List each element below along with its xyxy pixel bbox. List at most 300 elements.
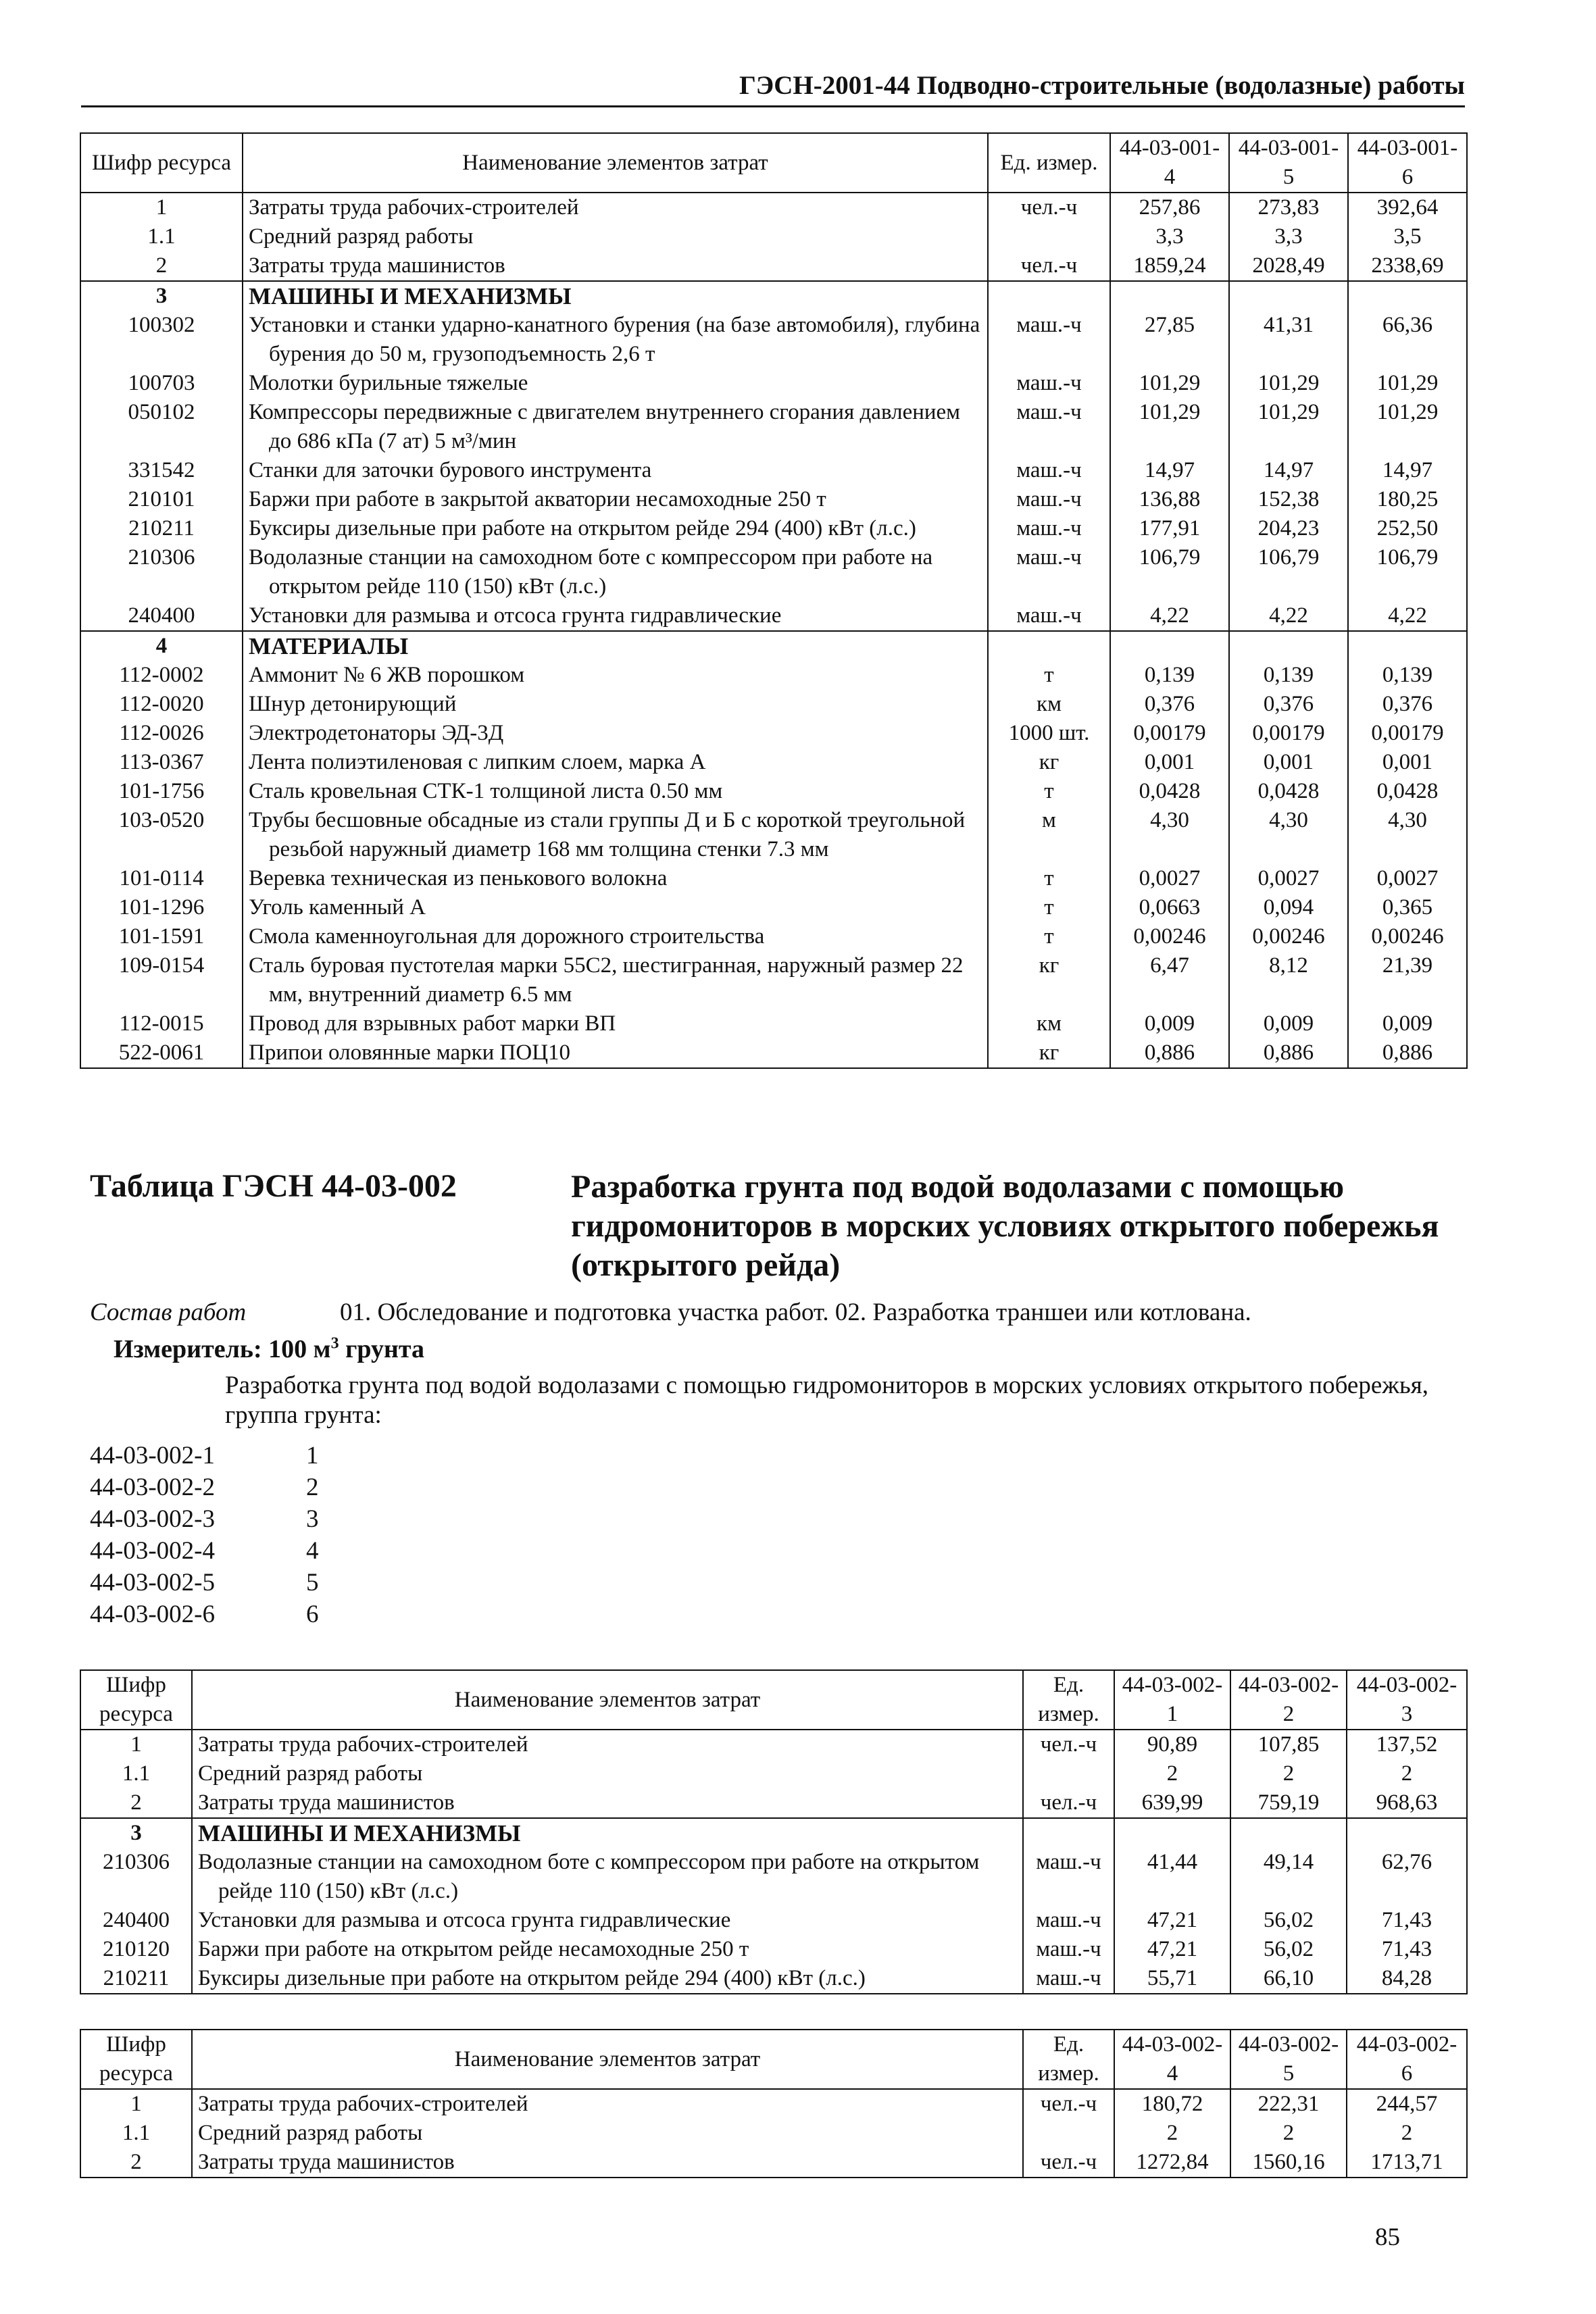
cost-element-name bbox=[243, 719, 988, 748]
header-code: Шифр ресурса bbox=[80, 133, 243, 193]
cost-element-name bbox=[243, 631, 988, 661]
header-norm-code: 44-03-001-6 bbox=[1348, 133, 1467, 193]
norm-value: 2 bbox=[1230, 2119, 1347, 2148]
cost-element-text: Станки для заточки бурового инструмента bbox=[249, 458, 652, 482]
resource-code: 101-0114 bbox=[80, 864, 243, 893]
norm-value bbox=[1348, 281, 1467, 311]
norm-value bbox=[1110, 631, 1229, 661]
norm-value: 0,376 bbox=[1110, 690, 1229, 719]
table-title: Разработка грунта под водой водолазами с помощью гидромониторов в морских условиях открытого побережья (открытого рейда) bbox=[571, 1169, 1439, 1283]
table-row bbox=[80, 1038, 1467, 1068]
cost-element-name bbox=[243, 543, 988, 601]
resource-code: 103-0520 bbox=[80, 806, 243, 864]
cost-element-text: Установки и станки ударно-канатного бурения (на базе автомобиля), глубина бурения до 50 м, грузоподъемность 2,6 т bbox=[249, 313, 980, 366]
work-composition-text: 01. Обследование и подготовка участка работ. 02. Разработка траншеи или котлована. bbox=[340, 1299, 1251, 1326]
table-row bbox=[80, 1848, 1467, 1906]
norm-value: 1272,84 bbox=[1114, 2148, 1230, 2178]
norm-value: 21,39 bbox=[1348, 951, 1467, 1009]
cost-element-text: Затраты труда рабочих-строителей bbox=[249, 195, 579, 220]
norm-value: 222,31 bbox=[1230, 2089, 1347, 2119]
resource-code: 1 bbox=[80, 193, 243, 222]
norm-value: 0,009 bbox=[1348, 1009, 1467, 1038]
cost-element-name bbox=[243, 777, 988, 806]
norm-value: 759,19 bbox=[1230, 1788, 1347, 1818]
cost-element-name bbox=[192, 1848, 1023, 1906]
norm-code: 44-03-002-6 bbox=[90, 1601, 215, 1628]
norm-code-item bbox=[90, 1472, 319, 1503]
cost-element-text: Водолазные станции на самоходном боте с компрессором при работе на открытом рейде 110 (150) кВт (л.с.) bbox=[249, 545, 933, 599]
header-code: Шифр ресурса bbox=[80, 1670, 192, 1730]
unit: км bbox=[988, 1009, 1110, 1038]
resource-code: 4 bbox=[80, 631, 243, 661]
resource-code: 112-0026 bbox=[80, 719, 243, 748]
resource-code: 331542 bbox=[80, 456, 243, 485]
table-row bbox=[80, 1759, 1467, 1788]
norm-value: 0,00246 bbox=[1348, 922, 1467, 951]
table-row bbox=[80, 864, 1467, 893]
norm-value: 0,009 bbox=[1229, 1009, 1348, 1038]
norm-value: 106,79 bbox=[1229, 543, 1348, 601]
cost-element-text: Средний разряд работы bbox=[198, 2121, 423, 2145]
norm-code-item bbox=[90, 1535, 319, 1567]
norm-value: 3,5 bbox=[1348, 222, 1467, 251]
table-row bbox=[80, 485, 1467, 514]
resource-code: 1 bbox=[80, 2089, 192, 2119]
cost-element-name bbox=[192, 2148, 1023, 2178]
cost-element-text: Установки для размыва и отсоса грунта гидравлические bbox=[198, 1908, 731, 1932]
header-norm-code: 44-03-002-6 bbox=[1347, 2030, 1467, 2089]
cost-element-name bbox=[243, 398, 988, 456]
table-header-row bbox=[80, 1670, 1467, 1730]
meter-sup: 3 bbox=[330, 1334, 339, 1353]
header-unit: Ед. измер. bbox=[1023, 2030, 1114, 2089]
norm-value: 4,30 bbox=[1348, 806, 1467, 864]
table-row bbox=[80, 893, 1467, 922]
resource-code: 113-0367 bbox=[80, 748, 243, 777]
resource-code: 2 bbox=[80, 2148, 192, 2178]
norm-code-item bbox=[90, 1599, 319, 1630]
unit: чел.-ч bbox=[988, 193, 1110, 222]
norm-value: 66,36 bbox=[1348, 311, 1467, 369]
norm-code-item bbox=[90, 1567, 319, 1599]
resource-code: 3 bbox=[80, 1818, 192, 1848]
unit: чел.-ч bbox=[988, 251, 1110, 281]
unit: кг bbox=[988, 951, 1110, 1009]
norm-code: 44-03-002-3 bbox=[90, 1505, 215, 1533]
unit: маш.-ч bbox=[988, 543, 1110, 601]
soil-group: 4 bbox=[306, 1537, 319, 1565]
norm-value: 0,139 bbox=[1229, 661, 1348, 690]
norm-value bbox=[1114, 1818, 1230, 1848]
cost-element-text: Аммонит № 6 ЖВ порошком bbox=[249, 663, 525, 687]
header-norm-code: 44-03-002-2 bbox=[1230, 1670, 1347, 1730]
cost-element-name bbox=[192, 1935, 1023, 1964]
table-row bbox=[80, 806, 1467, 864]
table-row bbox=[80, 690, 1467, 719]
cost-element-name bbox=[243, 893, 988, 922]
cost-element-text: Затраты труда рабочих-строителей bbox=[198, 1732, 528, 1757]
soil-group: 5 bbox=[306, 1569, 319, 1596]
header-norm-code: 44-03-002-1 bbox=[1114, 1670, 1230, 1730]
unit: маш.-ч bbox=[988, 398, 1110, 456]
cost-element-text: Электродетонаторы ЭД-3Д bbox=[249, 721, 504, 745]
cost-element-text: Припои оловянные марки ПОЦ10 bbox=[249, 1040, 571, 1065]
norm-value: 0,009 bbox=[1110, 1009, 1229, 1038]
unit bbox=[988, 281, 1110, 311]
table-row bbox=[80, 514, 1467, 543]
norm-value bbox=[1110, 281, 1229, 311]
resource-table-001 bbox=[80, 132, 1468, 1069]
table-label: Таблица ГЭСН 44-03-002 bbox=[90, 1168, 457, 1204]
norm-value: 71,43 bbox=[1347, 1906, 1467, 1935]
unit: кг bbox=[988, 748, 1110, 777]
norm-value: 66,10 bbox=[1230, 1964, 1347, 1994]
cost-element-text: Веревка техническая из пенькового волокна bbox=[249, 866, 668, 890]
norm-value: 6,47 bbox=[1110, 951, 1229, 1009]
cost-element-name bbox=[192, 1906, 1023, 1935]
norm-value: 47,21 bbox=[1114, 1935, 1230, 1964]
unit bbox=[988, 222, 1110, 251]
table-row bbox=[80, 1788, 1467, 1818]
cost-element-text: Лента полиэтиленовая с липким слоем, марка А bbox=[249, 750, 706, 774]
cost-element-text: Водолазные станции на самоходном боте с компрессором при работе на открытом рейде 110 (150) кВт (л.с.) bbox=[198, 1850, 980, 1903]
norm-value: 152,38 bbox=[1229, 485, 1348, 514]
table-row bbox=[80, 398, 1467, 456]
table-row bbox=[80, 543, 1467, 601]
cost-element-name bbox=[192, 1788, 1023, 1818]
section-row bbox=[80, 1818, 1467, 1848]
cost-element-text: Баржи при работе в закрытой акватории несамоходные 250 т bbox=[249, 487, 826, 511]
unit: маш.-ч bbox=[1023, 1935, 1114, 1964]
header-norm-code: 44-03-001-4 bbox=[1110, 133, 1229, 193]
norm-value: 101,29 bbox=[1348, 398, 1467, 456]
norm-value: 106,79 bbox=[1110, 543, 1229, 601]
norm-code: 44-03-002-5 bbox=[90, 1569, 215, 1596]
norm-value: 14,97 bbox=[1348, 456, 1467, 485]
cost-element-text: Буксиры дизельные при работе на открытом рейде 294 (400) кВт (л.с.) bbox=[249, 516, 916, 540]
cost-element-name bbox=[243, 864, 988, 893]
table-row bbox=[80, 922, 1467, 951]
resource-code: 210101 bbox=[80, 485, 243, 514]
table-row bbox=[80, 777, 1467, 806]
unit: чел.-ч bbox=[1023, 1730, 1114, 1759]
resource-code: 210306 bbox=[80, 1848, 192, 1906]
table-row bbox=[80, 2148, 1467, 2178]
norm-value: 101,29 bbox=[1229, 369, 1348, 398]
unit: маш.-ч bbox=[1023, 1848, 1114, 1906]
norm-value: 1713,71 bbox=[1347, 2148, 1467, 2178]
soil-group: 3 bbox=[306, 1505, 319, 1533]
norm-value: 204,23 bbox=[1229, 514, 1348, 543]
norm-value: 0,001 bbox=[1348, 748, 1467, 777]
norm-value: 14,97 bbox=[1110, 456, 1229, 485]
norm-value: 1859,24 bbox=[1110, 251, 1229, 281]
norm-value: 0,094 bbox=[1229, 893, 1348, 922]
resource-code: 101-1296 bbox=[80, 893, 243, 922]
cost-element-name bbox=[243, 806, 988, 864]
resource-code: 100703 bbox=[80, 369, 243, 398]
header-norm-code: 44-03-002-3 bbox=[1347, 1670, 1467, 1730]
unit: т bbox=[988, 661, 1110, 690]
table-row bbox=[80, 1730, 1467, 1759]
soil-group: 2 bbox=[306, 1474, 319, 1501]
unit: т bbox=[988, 922, 1110, 951]
unit: маш.-ч bbox=[1023, 1964, 1114, 1994]
unit bbox=[1023, 1818, 1114, 1848]
unit bbox=[1023, 1759, 1114, 1788]
resource-code: 2 bbox=[80, 251, 243, 281]
norm-value: 0,139 bbox=[1348, 661, 1467, 690]
cost-element-name bbox=[243, 485, 988, 514]
resource-code: 522-0061 bbox=[80, 1038, 243, 1068]
cost-element-text: Средний разряд работы bbox=[249, 224, 474, 249]
norm-value: 257,86 bbox=[1110, 193, 1229, 222]
resource-code: 1.1 bbox=[80, 222, 243, 251]
cost-element-name bbox=[192, 1818, 1023, 1848]
unit: м bbox=[988, 806, 1110, 864]
table-header-row bbox=[80, 133, 1467, 193]
resource-code: 101-1756 bbox=[80, 777, 243, 806]
norm-value: 41,31 bbox=[1229, 311, 1348, 369]
norm-value: 180,72 bbox=[1114, 2089, 1230, 2119]
cost-element-text: Затраты труда рабочих-строителей bbox=[198, 2092, 528, 2116]
norm-value: 0,0428 bbox=[1348, 777, 1467, 806]
unit: чел.-ч bbox=[1023, 1788, 1114, 1818]
norm-code: 44-03-002-1 bbox=[90, 1442, 215, 1469]
header-norm-code: 44-03-002-4 bbox=[1114, 2030, 1230, 2089]
norm-value: 84,28 bbox=[1347, 1964, 1467, 1994]
cost-element-name bbox=[243, 951, 988, 1009]
measurement-unit bbox=[114, 1334, 424, 1364]
norm-value: 62,76 bbox=[1347, 1848, 1467, 1906]
table-row bbox=[80, 601, 1467, 631]
soil-group: 6 bbox=[306, 1601, 319, 1628]
norm-value: 0,0027 bbox=[1110, 864, 1229, 893]
table-row bbox=[80, 1935, 1467, 1964]
norm-value: 71,43 bbox=[1347, 1935, 1467, 1964]
norm-value: 0,0027 bbox=[1348, 864, 1467, 893]
unit: чел.-ч bbox=[1023, 2089, 1114, 2119]
cost-element-text: Буксиры дизельные при работе на открытом рейде 294 (400) кВт (л.с.) bbox=[198, 1966, 866, 1990]
cost-element-name bbox=[243, 1009, 988, 1038]
norm-value: 0,00179 bbox=[1110, 719, 1229, 748]
cost-element-text: Сталь буровая пустотелая марки 55С2, шестигранная, наружный размер 22 мм, внутренний диаметр 6.5 мм bbox=[249, 953, 964, 1007]
resource-code: 2 bbox=[80, 1788, 192, 1818]
cost-element-text: МАТЕРИАЛЫ bbox=[249, 633, 409, 659]
work-description: Разработка грунта под водой водолазами с помощью гидромониторов в морских условиях открытого побережья, группа грунта: bbox=[225, 1372, 1428, 1429]
resource-table-002-b bbox=[80, 2029, 1468, 2178]
cost-element-name bbox=[243, 193, 988, 222]
cost-element-name bbox=[243, 222, 988, 251]
unit: маш.-ч bbox=[988, 514, 1110, 543]
norm-value: 14,97 bbox=[1229, 456, 1348, 485]
norm-value: 1560,16 bbox=[1230, 2148, 1347, 2178]
cost-element-text: Установки для размыва и отсоса грунта гидравлические bbox=[249, 603, 782, 628]
resource-code: 240400 bbox=[80, 1906, 192, 1935]
table-header-row bbox=[80, 2030, 1467, 2089]
unit: маш.-ч bbox=[988, 311, 1110, 369]
norm-value: 968,63 bbox=[1347, 1788, 1467, 1818]
header-name: Наименование элементов затрат bbox=[192, 1670, 1023, 1730]
table-row bbox=[80, 369, 1467, 398]
cost-element-text: Трубы бесшовные обсадные из стали группы Д и Б с короткой треугольной резьбой наружный диаметр 168 мм толщина стенки 7.3 мм bbox=[249, 808, 966, 861]
table-row bbox=[80, 2119, 1467, 2148]
norm-value: 8,12 bbox=[1229, 951, 1348, 1009]
running-header: ГЭСН-2001-44 Подводно-строительные (водолазные) работы bbox=[739, 71, 1465, 100]
cost-element-text: Затраты труда машинистов bbox=[198, 1790, 455, 1815]
norm-code-item bbox=[90, 1440, 319, 1472]
norm-value: 136,88 bbox=[1110, 485, 1229, 514]
norm-value bbox=[1229, 631, 1348, 661]
unit: т bbox=[988, 777, 1110, 806]
header-unit: Ед. измер. bbox=[988, 133, 1110, 193]
norm-value: 0,0027 bbox=[1229, 864, 1348, 893]
cost-element-name bbox=[192, 2089, 1023, 2119]
resource-code: 109-0154 bbox=[80, 951, 243, 1009]
unit: кг bbox=[988, 1038, 1110, 1068]
header-code: Шифр ресурса bbox=[80, 2030, 192, 2089]
norm-value: 101,29 bbox=[1348, 369, 1467, 398]
norm-value: 4,30 bbox=[1229, 806, 1348, 864]
unit: т bbox=[988, 893, 1110, 922]
cost-element-name bbox=[243, 311, 988, 369]
table-row bbox=[80, 951, 1467, 1009]
norm-value: 0,00246 bbox=[1110, 922, 1229, 951]
norm-value: 0,0663 bbox=[1110, 893, 1229, 922]
cost-element-text: Компрессоры передвижные с двигателем внутреннего сгорания давлением до 686 кПа (7 ат) 5 м³/мин bbox=[249, 400, 961, 453]
resource-code: 112-0015 bbox=[80, 1009, 243, 1038]
cost-element-name bbox=[243, 922, 988, 951]
table-row bbox=[80, 251, 1467, 281]
norm-value: 0,00246 bbox=[1229, 922, 1348, 951]
norm-value: 101,29 bbox=[1229, 398, 1348, 456]
norm-value bbox=[1230, 1818, 1347, 1848]
norm-value: 2 bbox=[1114, 1759, 1230, 1788]
header-norm-code: 44-03-002-5 bbox=[1230, 2030, 1347, 2089]
resource-code: 112-0002 bbox=[80, 661, 243, 690]
norm-value: 0,0428 bbox=[1229, 777, 1348, 806]
norm-value: 244,57 bbox=[1347, 2089, 1467, 2119]
norm-code: 44-03-002-2 bbox=[90, 1474, 215, 1501]
norm-value: 4,22 bbox=[1348, 601, 1467, 631]
cost-element-name bbox=[243, 514, 988, 543]
unit: 1000 шт. bbox=[988, 719, 1110, 748]
norm-value: 2028,49 bbox=[1229, 251, 1348, 281]
cost-element-text: Затраты труда машинистов bbox=[198, 2150, 455, 2174]
resource-code: 210306 bbox=[80, 543, 243, 601]
norm-value: 392,64 bbox=[1348, 193, 1467, 222]
norm-value: 2 bbox=[1347, 2119, 1467, 2148]
section-row bbox=[80, 631, 1467, 661]
norm-value: 90,89 bbox=[1114, 1730, 1230, 1759]
cost-element-text: Затраты труда машинистов bbox=[249, 253, 505, 278]
norm-value: 639,99 bbox=[1114, 1788, 1230, 1818]
norm-value: 4,30 bbox=[1110, 806, 1229, 864]
norm-value: 0,001 bbox=[1229, 748, 1348, 777]
resource-code: 101-1591 bbox=[80, 922, 243, 951]
cost-element-name bbox=[243, 661, 988, 690]
meter-label: Измеритель: 100 м bbox=[114, 1335, 331, 1363]
table-row bbox=[80, 193, 1467, 222]
table-row bbox=[80, 748, 1467, 777]
cost-element-text: Сталь кровельная СТК-1 толщиной листа 0.50 мм bbox=[249, 779, 723, 803]
unit: маш.-ч bbox=[988, 456, 1110, 485]
header-name: Наименование элементов затрат bbox=[192, 2030, 1023, 2089]
norm-value: 101,29 bbox=[1110, 398, 1229, 456]
table-row bbox=[80, 1009, 1467, 1038]
cost-element-text: Уголь каменный А bbox=[249, 895, 426, 920]
norm-value: 41,44 bbox=[1114, 1848, 1230, 1906]
work-composition-label: Состав работ bbox=[90, 1299, 247, 1326]
resource-code: 1 bbox=[80, 1730, 192, 1759]
norm-code-list bbox=[90, 1440, 319, 1630]
norm-value: 2338,69 bbox=[1348, 251, 1467, 281]
table-row bbox=[80, 661, 1467, 690]
norm-value: 0,886 bbox=[1229, 1038, 1348, 1068]
unit: чел.-ч bbox=[1023, 2148, 1114, 2178]
unit bbox=[988, 631, 1110, 661]
resource-code: 210211 bbox=[80, 514, 243, 543]
table-row bbox=[80, 719, 1467, 748]
norm-value: 3,3 bbox=[1110, 222, 1229, 251]
cost-element-name bbox=[243, 748, 988, 777]
section-row bbox=[80, 281, 1467, 311]
norm-value bbox=[1347, 1818, 1467, 1848]
cost-element-text: Баржи при работе на открытом рейде несамоходные 250 т bbox=[198, 1937, 749, 1961]
cost-element-name bbox=[243, 281, 988, 311]
cost-element-text: Смола каменноугольная для дорожного строительства bbox=[249, 924, 765, 949]
norm-value: 49,14 bbox=[1230, 1848, 1347, 1906]
meter-suffix: грунта bbox=[339, 1335, 424, 1363]
cost-element-text: Провод для взрывных работ марки ВП bbox=[249, 1011, 616, 1036]
norm-value: 2 bbox=[1347, 1759, 1467, 1788]
unit bbox=[1023, 2119, 1114, 2148]
table-row bbox=[80, 1906, 1467, 1935]
norm-value: 0,886 bbox=[1110, 1038, 1229, 1068]
table-row bbox=[80, 1964, 1467, 1994]
cost-element-text: МАШИНЫ И МЕХАНИЗМЫ bbox=[249, 283, 572, 309]
unit: маш.-ч bbox=[988, 601, 1110, 631]
cost-element-name bbox=[243, 369, 988, 398]
soil-group: 1 bbox=[306, 1442, 319, 1469]
norm-value: 0,886 bbox=[1348, 1038, 1467, 1068]
resource-code: 210211 bbox=[80, 1964, 192, 1994]
norm-value: 0,376 bbox=[1348, 690, 1467, 719]
header-rule bbox=[81, 105, 1465, 107]
norm-value: 107,85 bbox=[1230, 1730, 1347, 1759]
norm-value bbox=[1348, 631, 1467, 661]
norm-value: 0,0428 bbox=[1110, 777, 1229, 806]
cost-element-name bbox=[243, 601, 988, 631]
header-norm-code: 44-03-001-5 bbox=[1229, 133, 1348, 193]
norm-value: 106,79 bbox=[1348, 543, 1467, 601]
cost-element-name bbox=[192, 2119, 1023, 2148]
norm-value: 137,52 bbox=[1347, 1730, 1467, 1759]
table-row bbox=[80, 222, 1467, 251]
cost-element-name bbox=[192, 1759, 1023, 1788]
resource-code: 1.1 bbox=[80, 1759, 192, 1788]
table-row bbox=[80, 2089, 1467, 2119]
resource-code: 210120 bbox=[80, 1935, 192, 1964]
norm-value: 2 bbox=[1114, 2119, 1230, 2148]
cost-element-name bbox=[192, 1964, 1023, 1994]
norm-value: 55,71 bbox=[1114, 1964, 1230, 1994]
page-number: 85 bbox=[1375, 2223, 1400, 2251]
table-row bbox=[80, 456, 1467, 485]
resource-code: 3 bbox=[80, 281, 243, 311]
cost-element-name bbox=[192, 1730, 1023, 1759]
norm-value: 0,139 bbox=[1110, 661, 1229, 690]
